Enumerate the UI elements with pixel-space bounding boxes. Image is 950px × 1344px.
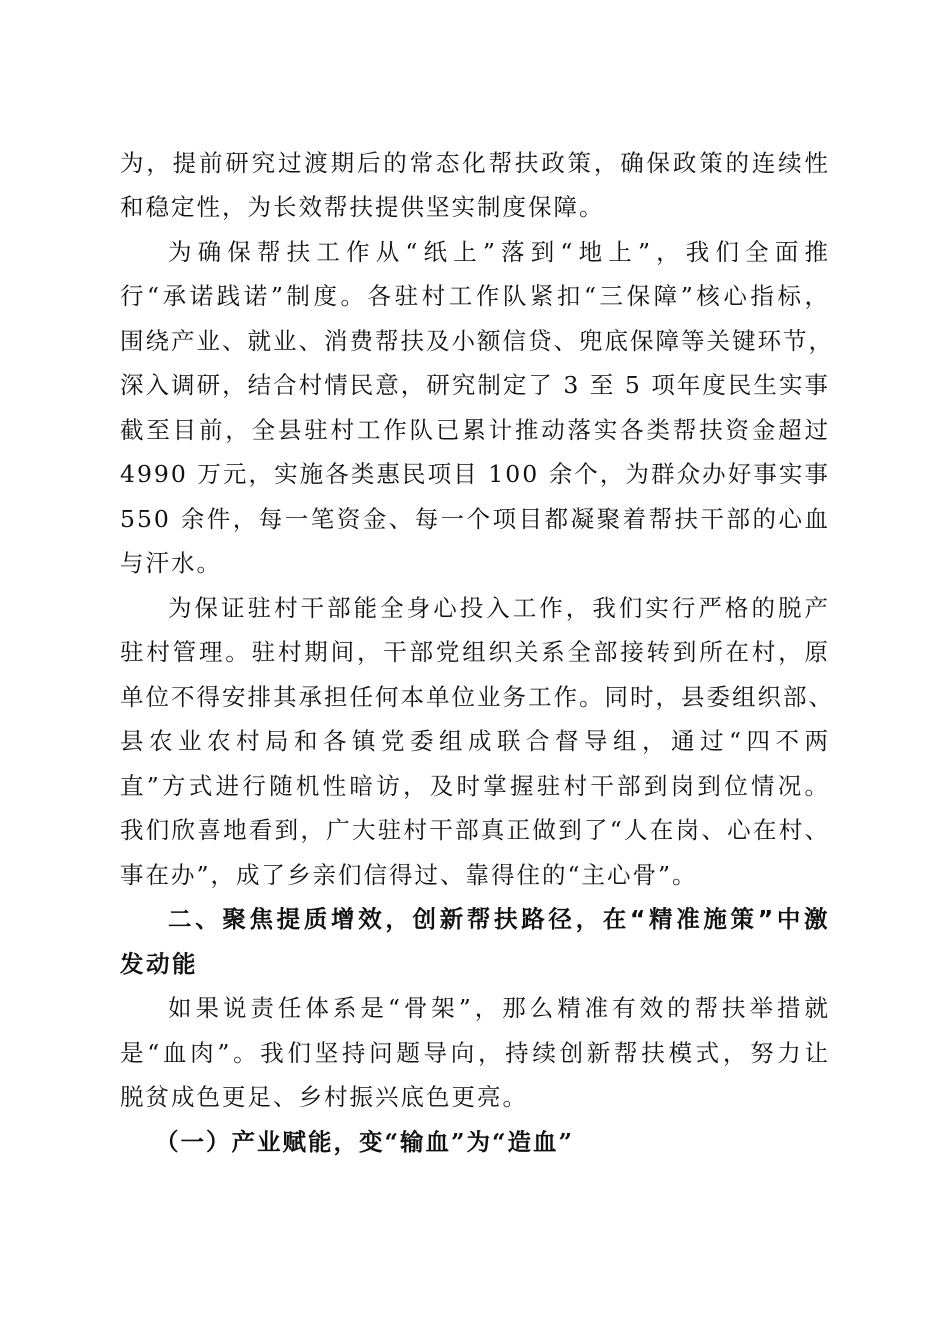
text-line: 和稳定性，为长效帮扶提供坚实制度保障。 xyxy=(120,193,605,221)
section-heading: 二、聚焦提质增效，创新帮扶路径，在“精准施策”中激 xyxy=(168,905,830,933)
text-line: 截至目前，全县驻村工作队已累计推动落实各类帮扶资金超过 xyxy=(120,416,830,444)
text-line: 县农业农村局和各镇党委组成联合督导组，通过“四不两 xyxy=(120,727,830,755)
paragraph-first-line: 为确保帮扶工作从“纸上”落到“地上”，我们全面推 xyxy=(168,238,830,266)
section-heading-continued: 发动能 xyxy=(120,950,198,978)
text-line: 事在办”，成了乡亲们信得过、靠得住的“主心骨”。 xyxy=(120,861,698,889)
text-line: 是“血肉”。我们坚持问题导向，持续创新帮扶模式，努力让 xyxy=(120,1039,830,1067)
text-line: 行“承诺践诺”制度。各驻村工作队紧扣“三保障”核心指标， xyxy=(120,282,830,310)
text-line: 与汗水。 xyxy=(120,549,222,577)
text-line: 深入调研，结合村情民意，研究制定了 3 至 5 项年度民生实事 xyxy=(120,371,830,399)
paragraph-first-line: 如果说责任体系是“骨架”，那么精准有效的帮扶举措就 xyxy=(168,994,830,1022)
text-line: 脱贫成色更足、乡村振兴底色更亮。 xyxy=(120,1083,528,1111)
paragraph-first-line: 为保证驻村干部能全身心投入工作，我们实行严格的脱产 xyxy=(168,594,830,622)
text-line: 围绕产业、就业、消费帮扶及小额信贷、兜底保障等关键环节， xyxy=(120,327,834,355)
text-line: 我们欣喜地看到，广大驻村干部真正做到了“人在岗、心在村、 xyxy=(120,816,830,844)
text-line: 直”方式进行随机性暗访，及时掌握驻村干部到岗到位情况。 xyxy=(120,772,830,800)
text-line: 单位不得安排其承担任何本单位业务工作。同时，县委组织部、 xyxy=(120,683,834,711)
subsection-heading: （一）产业赋能，变“输血”为“造血” xyxy=(155,1128,575,1156)
text-line: 为，提前研究过渡期后的常态化帮扶政策，确保政策的连续性 xyxy=(120,149,830,177)
text-line: 4990 万元，实施各类惠民项目 100 余个，为群众办好事实事 xyxy=(120,460,830,488)
text-line: 550 余件，每一笔资金、每一个项目都凝聚着帮扶干部的心血 xyxy=(120,505,830,533)
text-line: 驻村管理。驻村期间，干部党组织关系全部接转到所在村，原 xyxy=(120,638,830,666)
